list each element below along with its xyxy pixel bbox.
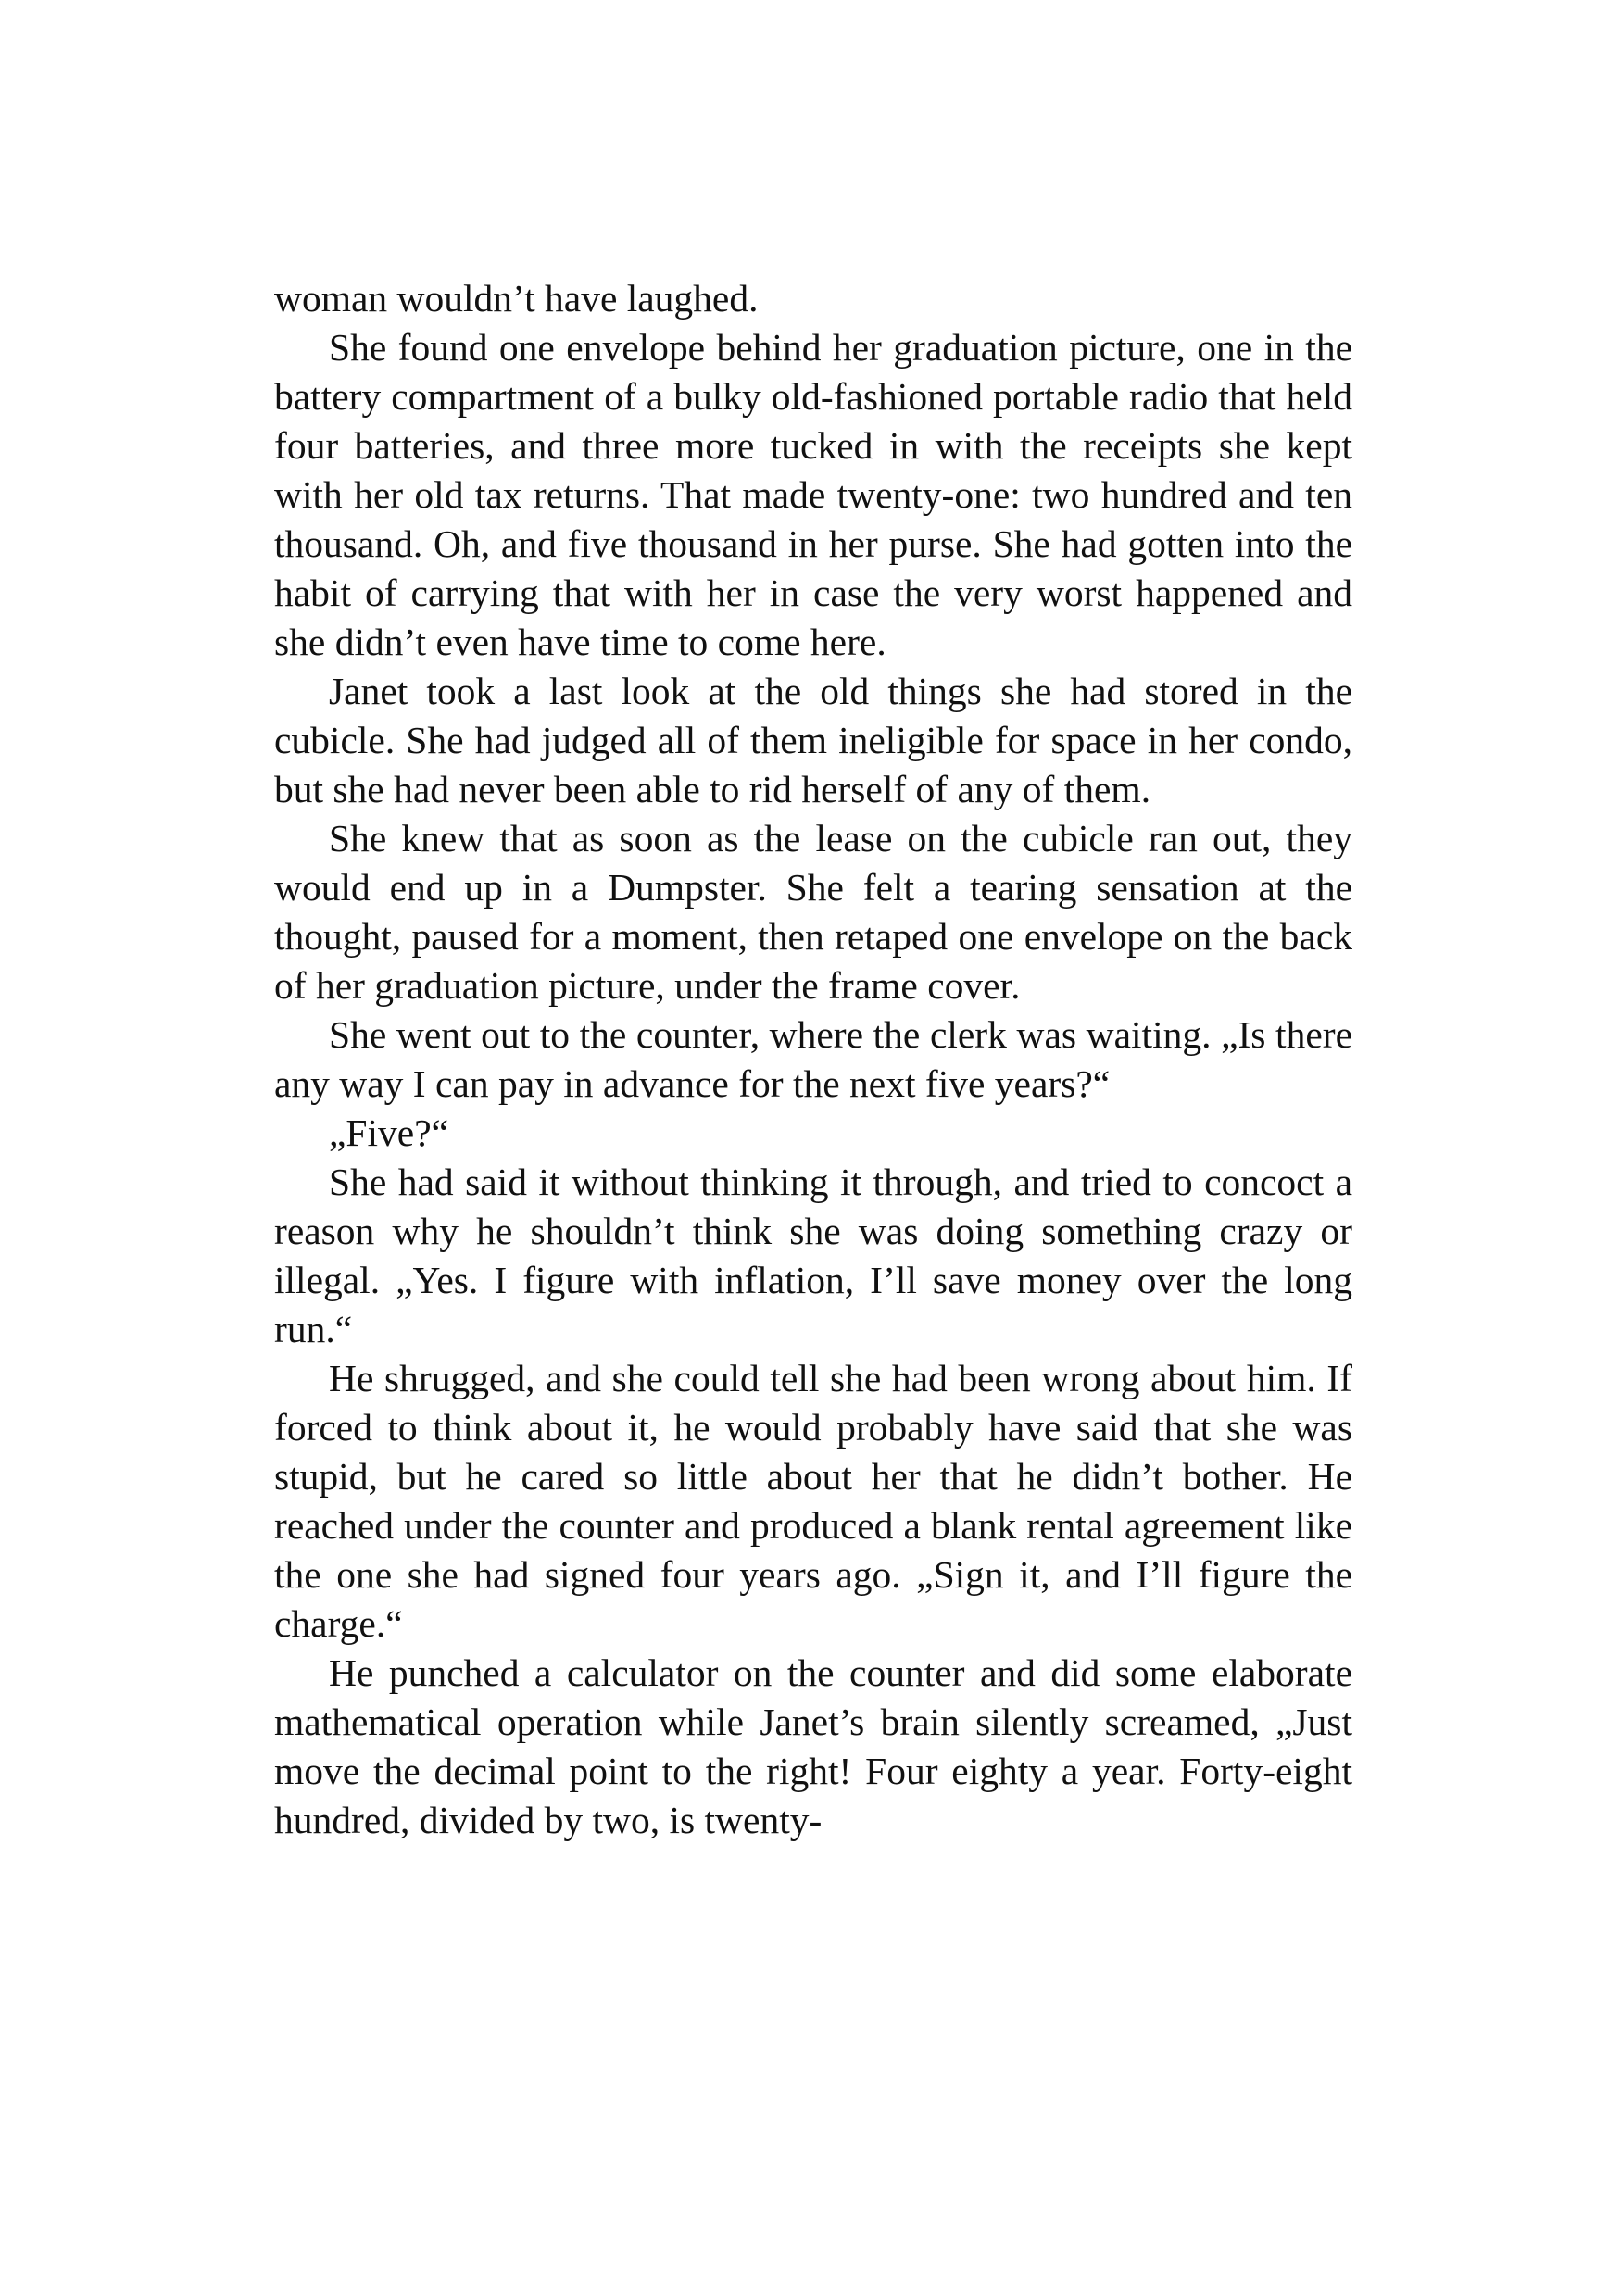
paragraph-calculator: He punched a calculator on the counter and did some elaborate mathematical operation while Janet’s brain silently screamed, „Just move the decimal point to the right! Four eighty a year. Forty-eight hundred, divided by two, is twenty-	[274, 1651, 1352, 1841]
paragraph-shrugged: He shrugged, and she could tell she had been wrong about him. If forced to think about it, he would probably have said that she was stupid, but he cared so little about her that he didn’t bother. He reached under the counter and produced a blank rental agreement like the one she had signed four years ago. „Sign it, and I’ll figure the charge.“	[274, 1357, 1352, 1645]
paragraph-dumpster: She knew that as soon as the lease on the cubicle ran out, they would end up in a Dumpster. She felt a tearing sensation at the thought, paused for a moment, then retaped one envelope on the back of her graduation picture, under the frame cover.	[274, 817, 1352, 1007]
paragraph-last-look: Janet took a last look at the old things she had stored in the cubicle. She had judged all of them ineligible for space in her condo, but she had never been able to rid herself of any of them.	[274, 670, 1352, 810]
paragraph-envelopes-found: She found one envelope behind her graduation picture, one in the battery compartment of a bulky old-fashioned portable radio that held four batteries, and three more tucked in with the receipts she kept with her old tax returns. That made twenty-one: two hundred and ten thousand. Oh, and five thousand in her purse. She had gotten into the habit of carrying that with her in case the very worst happened and she didn’t even have time to come here.	[274, 326, 1352, 663]
page-body-text	[274, 274, 1352, 1845]
paragraph-continuation: woman wouldn’t have laughed.	[274, 277, 759, 320]
paragraph-inflation: She had said it without thinking it through, and tried to concoct a reason why he shouldn’t think she was doing something crazy or illegal. „Yes. I figure with inflation, I’ll save money over the long run.“	[274, 1161, 1352, 1350]
paragraph-counter-question: She went out to the counter, where the clerk was waiting. „Is there any way I can pay in advance for the next five years?“	[274, 1013, 1352, 1105]
paragraph-clerk-five: „Five?“	[329, 1111, 449, 1154]
